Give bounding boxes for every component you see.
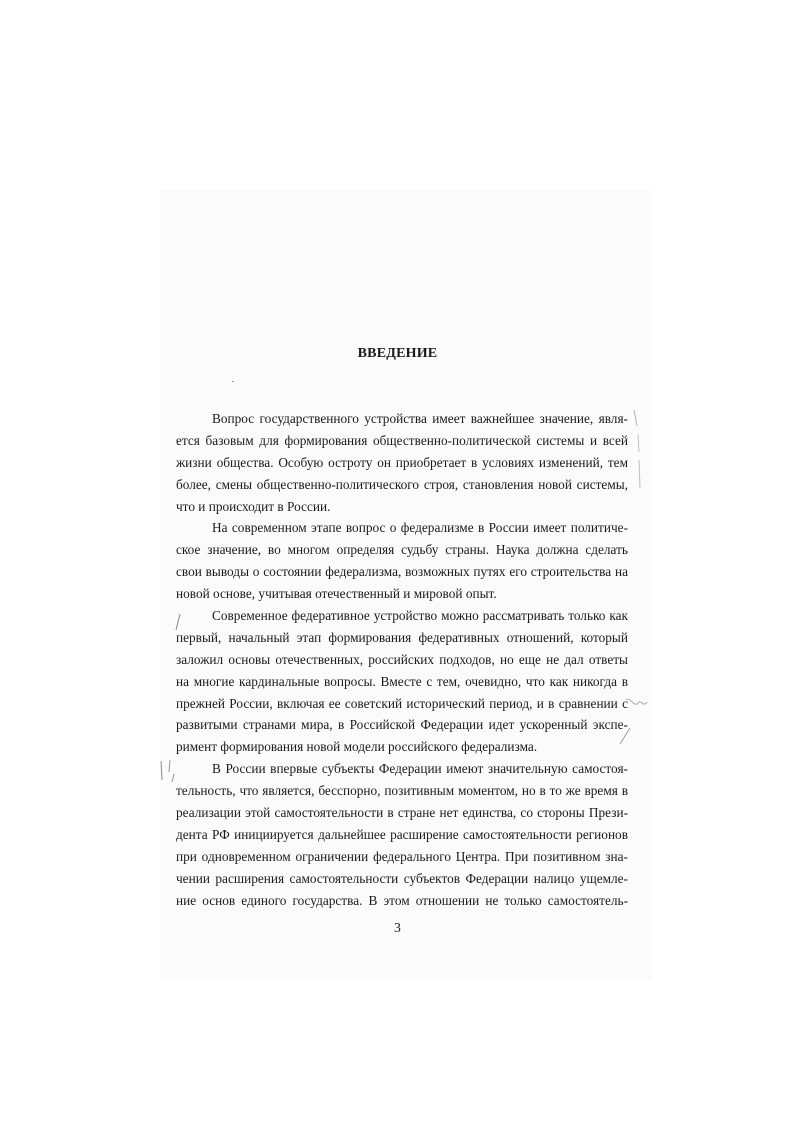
pencil-mark xyxy=(176,614,180,630)
text-line: реализации этой самостоятельности в стране нет единства, со стороны Прези- xyxy=(176,805,628,821)
text-line: римент формирования новой модели российского федерализма. xyxy=(176,739,538,755)
text-line: прежней России, включая ее советский исторический период, и в сравнении с xyxy=(176,695,628,711)
pencil-mark xyxy=(638,434,639,452)
text-line: при одновременном ограничении федерального Центра. При позитивном зна- xyxy=(176,848,628,864)
page-number: 3 xyxy=(394,920,401,935)
text-line: развитыми странами мира, в Российской Федерации идет ускоренный экспе- xyxy=(176,717,628,733)
text-line: на многие кардинальные вопросы. Вместе с тем, очевидно, что как никогда в xyxy=(176,673,628,689)
pencil-mark xyxy=(172,774,174,782)
pencil-mark xyxy=(639,460,640,488)
text-line: тельность, что является, бесспорно, позитивным моментом, но в то же время в xyxy=(176,783,628,799)
text-line: Вопрос государственного устройства имеет важнейшее значение, явля- xyxy=(212,411,628,426)
pencil-mark xyxy=(169,760,170,772)
text-line: ется базовым для формирования общественно-политической системы и всей xyxy=(176,432,628,448)
text-line: свои выводы о состоянии федерализма, возможных путях его строительства на xyxy=(176,564,628,580)
text-line: Современное федеративное устройство можно рассматривать только как xyxy=(212,608,628,624)
text-line: первый, начальный этап формирования федеративных отношений, который xyxy=(176,629,628,645)
page-title: ВВЕДЕНИЕ xyxy=(357,346,438,361)
text-line: На современном этапе вопрос о федерализме в России имеет политиче- xyxy=(212,520,628,536)
pencil-mark xyxy=(620,728,630,744)
text-line: ние основ единого государства. В этом отношении не только самостоятель- xyxy=(176,892,628,908)
text-line: чении расширения самостоятельности субъектов Федерации налицо ущемле- xyxy=(176,870,628,886)
text-line: новой основе, учитывая отечественный и мировой опыт. xyxy=(176,586,497,602)
text-line: что и происходит в России. xyxy=(176,498,331,514)
text-line: жизни общества. Особую остроту он приобретает в условиях изменений, тем xyxy=(176,454,628,470)
pencil-mark xyxy=(634,410,637,426)
pencil-mark xyxy=(626,699,647,704)
pencil-mark xyxy=(161,761,162,780)
text-line: дента РФ инициируется дальнейшее расширение самостоятельности регионов xyxy=(176,826,628,842)
text-line: более, смены общественно-политического строя, становления новой системы, xyxy=(176,476,628,492)
text-line: В России впервые субъекты Федерации имеют значительную самостоя- xyxy=(212,761,628,777)
text-line: заложил основы отечественных, российских подходов, но еще не дал ответы xyxy=(176,651,628,667)
text-line: ское значение, во многом определяя судьбу страны. Наука должна сделать xyxy=(176,542,628,558)
